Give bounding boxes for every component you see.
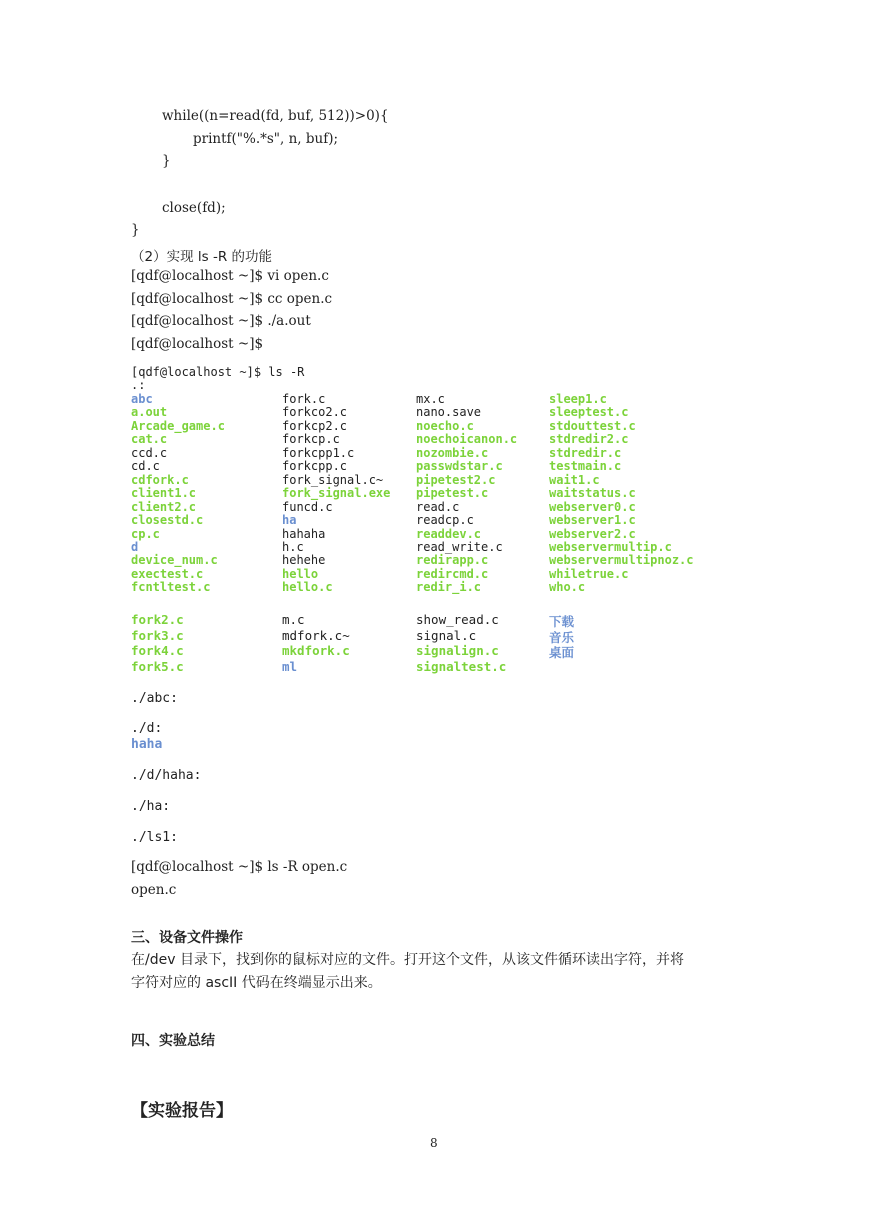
file-entry: signal.c — [416, 627, 477, 643]
file-entry: hello.c — [282, 580, 333, 595]
file-entry: readdev.c — [416, 526, 482, 541]
file-entry: sleep1.c — [549, 392, 607, 406]
file-entry: webserver0.c — [549, 499, 636, 514]
file-entry: exectest.c — [131, 566, 204, 581]
file-entry: forkco2.c — [282, 405, 348, 420]
file-entry: read.c — [416, 499, 460, 514]
file-entry: ccd.c — [131, 445, 168, 460]
file-entry: testmain.c — [549, 459, 622, 474]
subsection-title: （2）实现 ls -R 的功能 — [131, 249, 272, 265]
file-entry: redirapp.c — [416, 553, 489, 568]
dir-header: ./abc: — [131, 691, 178, 706]
file-entry: cat.c — [131, 432, 168, 447]
file-entry: fork.c — [282, 392, 326, 406]
code-line-close-fd: close(fd); — [162, 200, 226, 216]
file-entry: webservermultipnoz.c — [549, 553, 694, 568]
file-entry: cp.c — [131, 526, 160, 541]
dir-header: ./ls1: — [131, 830, 178, 845]
file-entry: stdredir2.c — [549, 432, 629, 447]
terminal-prompt: [qdf@localhost ~]$ ls -R — [131, 365, 305, 379]
file-entry: forkcpp1.c — [282, 445, 355, 460]
file-entry: forkcp2.c — [282, 418, 348, 433]
directory-entry: 音乐 — [549, 629, 575, 645]
dir-header: ./ha: — [131, 799, 171, 814]
shell-line: [qdf@localhost ~]$ ls -R open.c — [131, 859, 348, 875]
file-entry: mkdfork.c — [282, 643, 350, 659]
file-entry: mdfork.c~ — [282, 627, 350, 643]
file-entry: cdfork.c — [131, 472, 189, 487]
file-entry: closestd.c — [131, 513, 204, 528]
directory-entry: ml — [282, 658, 298, 674]
file-entry: forkcpp.c — [282, 459, 348, 474]
file-entry: stdouttest.c — [549, 418, 636, 433]
directory-entry: 下载 — [549, 614, 575, 629]
file-entry: pipetest.c — [416, 486, 489, 501]
report-heading: 【实验报告】 — [131, 1101, 233, 1121]
file-entry: hahaha — [282, 526, 326, 541]
file-entry: client1.c — [131, 486, 197, 501]
file-entry: client2.c — [131, 499, 197, 514]
file-entry: readcp.c — [416, 513, 474, 528]
shell-line: [qdf@localhost ~]$ ./a.out — [131, 313, 311, 329]
file-entry: forkcp.c — [282, 432, 340, 447]
file-entry: webserver2.c — [549, 526, 636, 541]
file-entry: funcd.c — [282, 499, 333, 514]
code-line-printf: printf("%.*s", n, buf); — [193, 131, 339, 147]
file-entry: hehehe — [282, 553, 326, 568]
file-entry: noecho.c — [416, 418, 474, 433]
paragraph-line: 字符对应的 ascII 代码在终端显示出来。 — [131, 975, 382, 991]
file-entry: nano.save — [416, 405, 482, 420]
file-entry: whiletrue.c — [549, 566, 629, 581]
file-entry: redircmd.c — [416, 566, 489, 581]
file-entry: sleeptest.c — [549, 405, 629, 420]
dir-entry: haha — [131, 737, 163, 752]
file-entry: Arcade_game.c — [131, 418, 225, 433]
file-entry: nozombie.c — [416, 445, 489, 460]
file-entry: fork_signal.c~ — [282, 472, 384, 487]
file-entry: webservermultip.c — [549, 539, 672, 554]
file-entry: redir_i.c — [416, 580, 482, 595]
file-entry: fcntltest.c — [131, 580, 211, 595]
section-heading: 四、实验总结 — [131, 1033, 215, 1049]
directory-entry: abc — [131, 392, 153, 406]
file-entry: m.c — [282, 612, 305, 627]
file-entry: who.c — [549, 580, 586, 595]
file-entry: h.c — [282, 539, 304, 554]
file-entry: mx.c — [416, 392, 445, 406]
file-entry: a.out — [131, 405, 168, 420]
file-entry: noechoicanon.c — [416, 432, 518, 447]
file-entry: signaltest.c — [416, 658, 507, 674]
dir-header: ./d/haha: — [131, 768, 202, 783]
terminal-dot-dir: .: — [131, 378, 146, 392]
file-entry: read_write.c — [416, 539, 503, 554]
shell-line: [qdf@localhost ~]$ cc open.c — [131, 291, 333, 307]
page-number: 8 — [430, 1136, 438, 1150]
file-entry: fork2.c — [131, 612, 184, 627]
dir-header: ./d: — [131, 721, 163, 736]
file-entry: cd.c — [131, 459, 160, 474]
code-line-close-brace: } — [162, 153, 171, 169]
file-entry: fork4.c — [131, 643, 184, 659]
file-entry: show_read.c — [416, 612, 499, 627]
file-entry: hello — [282, 566, 319, 581]
code-line-end-brace: } — [131, 222, 140, 238]
file-entry: device_num.c — [131, 553, 218, 568]
file-entry: passwdstar.c — [416, 459, 503, 474]
shell-line: [qdf@localhost ~]$ vi open.c — [131, 268, 329, 284]
file-entry: signalign.c — [416, 643, 499, 659]
directory-entry: ha — [282, 513, 297, 528]
file-entry: webserver1.c — [549, 513, 636, 528]
file-entry: pipetest2.c — [416, 472, 496, 487]
file-entry: fork_signal.exe — [282, 486, 391, 501]
file-entry: stdredir.c — [549, 445, 622, 460]
file-entry: fork3.c — [131, 627, 184, 643]
directory-entry: d — [131, 539, 139, 554]
directory-entry: 桌面 — [549, 645, 575, 661]
code-line-while: while((n=read(fd, buf, 512))>0){ — [162, 108, 389, 124]
file-entry: wait1.c — [549, 472, 600, 487]
paragraph-line: 在/dev 目录下，找到你的鼠标对应的文件。打开这个文件，从该文件循环读出字符，并将 — [131, 952, 684, 968]
section-heading: 三、设备文件操作 — [131, 930, 243, 946]
shell-output: open.c — [131, 882, 177, 898]
file-entry: fork5.c — [131, 658, 184, 674]
file-entry: waitstatus.c — [549, 486, 636, 501]
shell-line: [qdf@localhost ~]$ — [131, 336, 264, 352]
